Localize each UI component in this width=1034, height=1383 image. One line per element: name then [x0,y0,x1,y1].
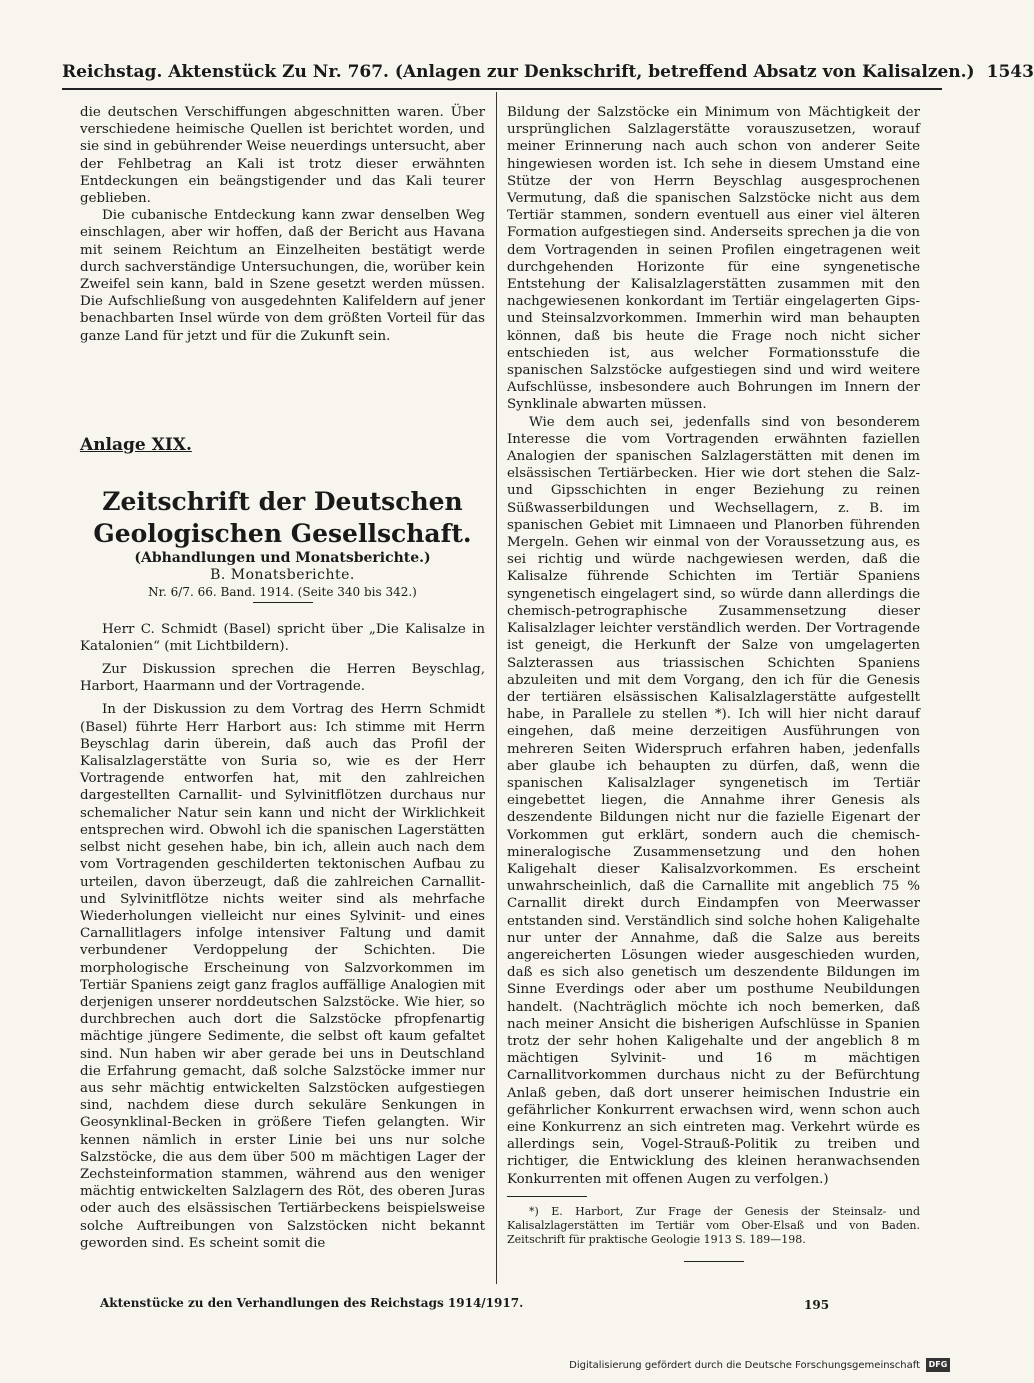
footer-page-number: 195 [804,1298,830,1312]
footnote-rule [507,1196,587,1197]
intro-paragraph: die deutschen Verschiffungen abgeschnitten waren. Über verschiedene heimische Quellen ist berichtet worden, und sie sind in gebührender Weise neuerdings untersucht, aber der Fehlbetrag an Kali ist trotz dieser erwähnten Entdeckungen ein beängstigender und das Kali teurer geblieben. [80,105,485,207]
end-rule [684,1261,744,1262]
journal-section: B. Monatsberichte. [210,567,355,584]
body-paragraph: Wie dem auch sei, jedenfalls sind von besonderem Interesse die vom Vortragenden erwähnten faziellen Analogien der spanischen Salzlagerstätten mit denen im elsässischen Tertiärbecken. Hier wie dort stehen die Salz- und Gipsschichten in enger Beziehung zu reinen Süßwasserbildungen und Wechsellagern, z. B. im spanischen Gebiet mit Limnaeen und Planorben führenden Mergeln. Gehen wir einmal von der Voraussetzung aus, es sei richtig und würde nachgewiesen werden, daß die Kalisalze führende Schichten im Tertiär Spaniens syngenetisch eingelagert sind, so würde dann allerdings die chemisch-petrographische Zusammensetzung dieser Kalisalzlager leichter verständlich werden. Der Vortragende ist geneigt, die Herkunft der Salze von umgelagerten Salzterassen aus triassischen Schichten Spaniens abzuleiten und mit dem Vorgang, den ich für die Genesis der tertiären elsässischen Kalisalzlagerstätte aufgestellt habe, in Parallele zu stellen *). Ich will hier nicht darauf eingehen, daß meine derzeitigen Ausführungen von mehreren Seiten Widerspruch erfahren haben, jedenfalls aber glaube ich behaupten zu dürfen, daß, wenn die spanischen Kalisalzlager syngenetisch im Tertiär eingebettet liegen, die Annahme ihrer Genesis als deszendente Bildungen nicht nur die fazielle Eigenart der Vorkommen gut erklärt, sondern auch die chemisch-mineralogische Zusammensetzung und den hohen Kaligehalt dieser Kalisalzvorkommen. Es erscheint unwahrscheinlich, daß die Carnallite mit angeblich 75 % Carnallit direkt durch Eindampfen von Meerwasser entstanden sind. Verständlich sind solche hohen Kaligehalte nur unter der Annahme, daß die Salze aus bereits angereicherten Lösungen wieder ausgeschieden wurden, daß es sich also genetisch um deszendente Bildungen im Sinne Everdings oder aber um posthume Neubildungen handelt. (Nachträglich möchte ich noch bemerken, daß nach meiner Ansicht die bisherigen Aufschlüsse in Spanien trotz der sehr hohen Kaligehalte und der angeblich 8 m mächtigen Sylvinit- und 16 m mächtigen Carnallitvorkommen durchaus nicht zu der Befürchtung Anlaß geben, daß dort unserer heimischen Industrie ein gefährlicher Konkurrent erwachsen wird, wenn schon auch eine Konkurrenz an sich eintreten mag. Verkehrt würde es allerdings sein, Vogel-Strauß-Politik zu treiben und richtiger, die Entwicklung des kleinen heranwachsenden Konkurrenten mit offenen Augen zu verfolgen.) [507,414,920,1187]
journal-title: Zeitschrift der Deutschen Geologischen Gesellschaft. [93,487,472,549]
intro-paragraph: Die cubanische Entdeckung kann zwar denselben Weg einschlagen, aber wir hoffen, daß der Bericht aus Havana mit seinem Reichtum an Einzelheiten bestätigt werde durch sachverständige Untersuchungen, die, worüber kein Zweifel sein kann, bald in Szene gesetzt werden müssen. Die Aufschließung von ausgedehnten Kalifeldern auf jener benachbarten Insel würde von dem größten Vorteil für das ganze Land für jetzt und für die Zukunft sein. [80,208,485,344]
footer-publication: Aktenstücke zu den Verhandlungen des Reichstags 1914/1917. [100,1296,524,1310]
journal-subtitle: (Abhandlungen und Monatsberichte.) [134,550,431,567]
running-title: Reichstag. Aktenstück Zu Nr. 767. (Anlagen zur Denkschrift, betreffend Absatz von Kalisalzen.) [62,62,975,82]
digitization-note: Digitalisierung gefördert durch die Deutsche Forschungsgemeinschaft [569,1359,920,1371]
body-paragraph: Herr C. Schmidt (Basel) spricht über „Die Kalisalze in Katalonien“ (mit Lichtbildern). [80,621,485,654]
right-column [507,104,920,1262]
digitization-credit [569,1358,950,1372]
column-divider [496,92,497,1284]
dfg-logo-icon: DFG [926,1358,950,1372]
body-paragraph: Zur Diskussion sprechen die Herren Beyschlag, Harbort, Haarmann und der Vortragende. [80,662,485,695]
running-header [62,62,1034,86]
left-column [80,104,485,1252]
journal-issue: Nr. 6/7. 66. Band. 1914. (Seite 340 bis 342.) [148,585,417,600]
section-rule [253,602,313,603]
page-number: 1543 [986,62,1034,82]
header-rule [62,88,942,90]
body-paragraph: In der Diskussion zu dem Vortrag des Herrn Schmidt (Basel) führte Herr Harbort aus: Ich stimme mit Herrn Beyschlag darin überein, daß auch das Profil der Kalisalzlagerstätte von Suria so, wie es der Herr Vortragende entworfen hat, mit den zahlreichen dargestellten Carnallit- und Sylvinitflötzen durchaus nur schemalicher Natur sein kann und nicht der Wirklichkeit entsprechen wird. Obwohl ich die spanischen Lagerstätten selbst nicht gesehen habe, bin ich, allein auch nach dem vom Vortragenden geschilderten tektonischen Aufbau zu urteilen, davon überzeugt, daß die zahlreichen Carnallit- und Sylvinitflötze nichts weiter sind als mehrfache Wiederholungen vielleicht nur eines Sylvinit- und eines Carnallitlagers infolge intensiver Faltung und damit verbundener Verdoppelung der Schichten. Die morphologische Erscheinung von Salzvorkommen im Tertiär Spaniens zeigt ganz fraglos auffällige Analogien mit derjenigen unserer norddeutschen Salzstöcke. Wie hier, so durchbrechen auch dort die Salzstöcke pfropfenartig mächtige jüngere Sedimente, die selbst oft kaum gefaltet sind. Nun haben wir aber gerade bei uns in Deutschland die Erfahrung gemacht, daß solche Salzstöcke immer nur aus sehr mächtig entwickelten Salzstöcken aufgestiegen sind, nachdem diese durch sekuläre Senkungen in Geosynklinal-Becken in größere Tiefen gelangten. Wir kennen nämlich in erster Linie bei uns nur solche Salzstöcke, die aus dem über 500 m mächtigen Lager der Zechsteinformation stammen, während aus den weniger mächtig entwickelten Salzlagern des Röt, des oberen Juras oder auch des elsässischen Tertiärbeckens beispielsweise solche Auftreibungen von Salzstöcken nicht bekannt geworden sind. Es scheint somit die [80,702,485,1251]
body-paragraph: Bildung der Salzstöcke ein Minimum von Mächtigkeit der ursprünglichen Salzlagerstätte vorauszusetzen, worauf meiner Erinnerung nach auch schon von anderer Seite hingewiesen worden ist. Ich sehe in diesem Umstand eine Stütze der von Herrn Beyschlag ausgesprochenen Vermutung, daß die spanischen Salzstöcke nicht aus dem Tertiär stammen, sondern eventuell aus einer viel älteren Formation aufgestiegen sind. Anderseits sprechen ja die von dem Vortragenden in seinen Profilen eingetragenen weit durchgehenden Horizonte für eine syngenetische Entstehung der Kalisalzlagerstätten zusammen mit den nachgewiesenen konkordant im Tertiär eingelagerten Gips- und Steinsalzvorkommen. Immerhin wird man behaupten können, daß bis heute die Frage noch nicht sicher entschieden ist, aus welcher Formationsstufe die spanischen Salzstöcke aufgestiegen sind und wird weitere Aufschlüsse, insbesondere auch Bohrungen im Innern der Synklinale abwarten müssen. [507,105,920,413]
annex-label: Anlage XIX. [80,434,192,455]
footnote: *) E. Harbort, Zur Frage der Genesis der Steinsalz- und Kalisalzlagerstätten im Tertiär vom Ober-Elsaß und von Baden. Zeitschrift für praktische Geologie 1913 S. 189—198. [507,1204,920,1246]
